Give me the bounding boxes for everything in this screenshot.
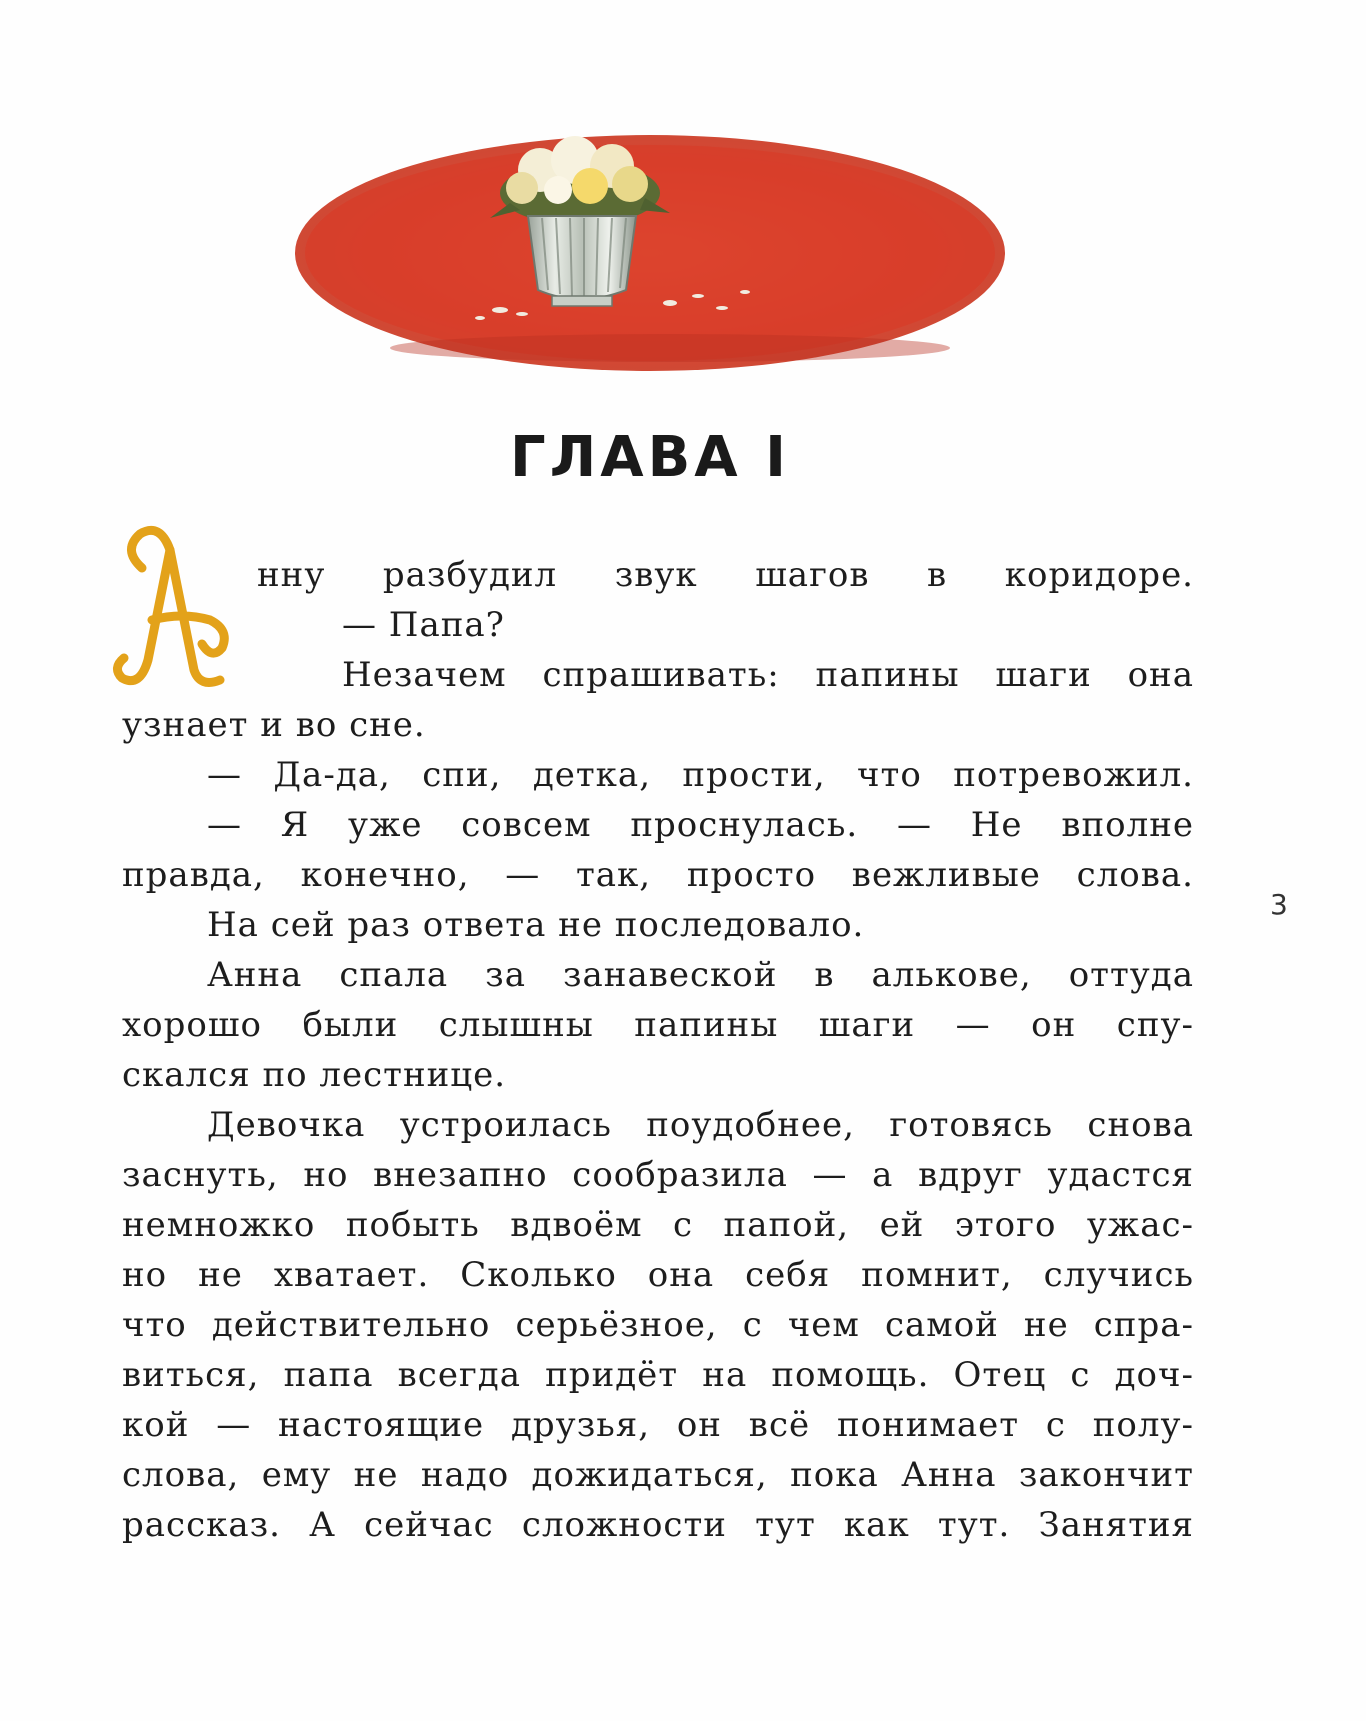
text-line: узнает и во сне.	[122, 705, 426, 745]
text-line: скался по лестнице.	[122, 1055, 507, 1095]
text-line: что действительно серьёзное, с чем самой не спра-	[122, 1305, 1194, 1345]
text-line: нну разбудил звук шагов в коридоре.	[257, 555, 1194, 595]
text-line: — Я уже совсем проснулась. — Не вполне	[207, 805, 1194, 845]
text-line: — Папа?	[342, 605, 505, 645]
text-line: виться, папа всегда придёт на помощь. Отец с доч-	[122, 1355, 1194, 1395]
page-number: 3	[1270, 888, 1288, 921]
text-line: немножко побыть вдвоём с папой, ей этого ужас-	[122, 1205, 1194, 1245]
vase	[528, 216, 636, 306]
text-line: но не хватает. Сколько она себя помнит, случись	[122, 1255, 1194, 1295]
text-line: заснуть, но внезапно сообразила — а вдруг удастся	[122, 1155, 1194, 1195]
text-line: правда, конечно, — так, просто вежливые слова.	[122, 855, 1194, 895]
text-line: Незачем спрашивать: папины шаги она	[342, 655, 1194, 695]
flower-vase-illustration	[290, 118, 1010, 378]
chapter-text	[122, 550, 1194, 1550]
text-line: кой — настоящие друзья, он всё понимает с полу-	[122, 1405, 1194, 1445]
text-line: слова, ему не надо дожидаться, пока Анна закончит	[122, 1455, 1194, 1495]
text-line: Анна спала за занавеской в алькове, оттуда	[207, 955, 1194, 995]
text-line: хорошо были слышны папины шаги — он спу-	[122, 1005, 1194, 1045]
text-line: рассказ. А сейчас сложности тут как тут. Занятия	[122, 1505, 1194, 1545]
text-line: — Да-да, спи, детка, прости, что потревожил.	[207, 755, 1194, 795]
chapter-title: ГЛАВА I	[510, 425, 790, 490]
text-line: На сей раз ответа не последовало.	[207, 905, 865, 945]
text-line: Девочка устроилась поудобнее, готовясь снова	[207, 1105, 1194, 1145]
